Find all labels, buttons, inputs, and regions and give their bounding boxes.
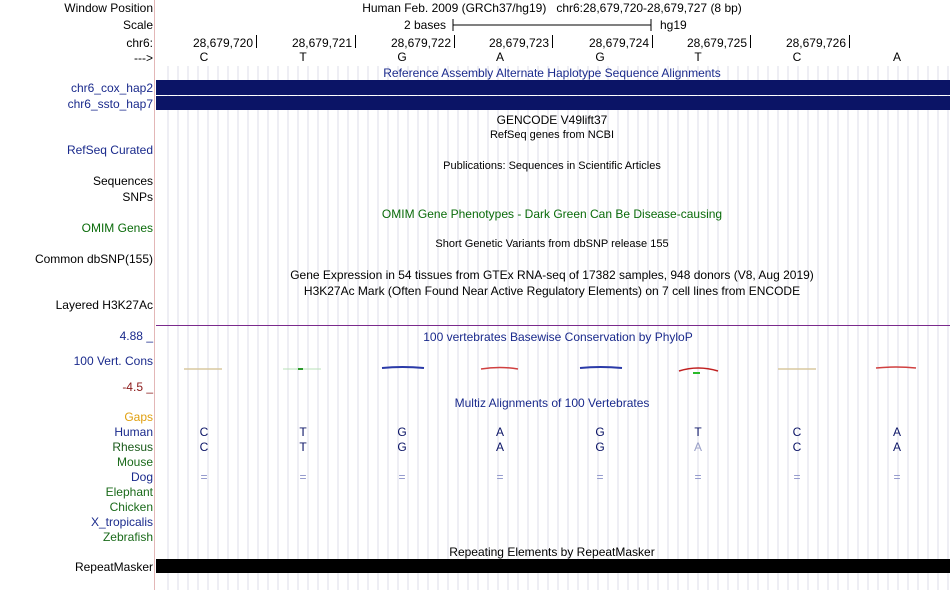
hap2-alignment-bar[interactable] [156, 80, 950, 95]
repeatmasker-title: Repeating Elements by RepeatMasker [449, 545, 655, 559]
species-base: C [199, 440, 209, 454]
species-base: T [299, 440, 307, 454]
scale-bases: 2 bases [404, 18, 447, 32]
species-base: G [595, 440, 605, 454]
species-base: = [496, 470, 504, 484]
alt-haplotype-title: Reference Assembly Alternate Haplotype Sequence Alignments [383, 66, 721, 80]
species-base: G [397, 440, 407, 454]
label-divider [154, 0, 155, 590]
phylop-title: 100 vertebrates Basewise Conservation by PhyloP [423, 330, 693, 344]
species-label[interactable]: Rhesus [112, 440, 153, 454]
reference-base: A [892, 50, 902, 64]
omim-label[interactable]: OMIM Genes [81, 221, 153, 235]
coordinate-label: 28,679,721 [291, 36, 352, 50]
scale-label: Scale [122, 18, 153, 32]
publications-title: Publications: Sequences in Scientific Articles [443, 160, 661, 172]
species-base: T [299, 425, 307, 439]
reference-base: C [199, 50, 209, 64]
coordinate-tick [256, 35, 257, 48]
reference-base: T [694, 50, 702, 64]
reference-base: G [595, 50, 605, 64]
coordinate-tick [849, 35, 850, 48]
coordinate-tick [552, 35, 553, 48]
omim-title: OMIM Gene Phenotypes - Dark Green Can Be Disease-causing [381, 207, 723, 221]
coordinate-label: 28,679,722 [390, 36, 451, 50]
phylop-graph[interactable] [0, 360, 950, 380]
species-base: C [792, 425, 802, 439]
multiz-title: Multiz Alignments of 100 Vertebrates [454, 396, 650, 410]
coordinate-label: 28,679,724 [588, 36, 649, 50]
species-base: A [693, 440, 703, 454]
species-base: = [793, 470, 801, 484]
species-label[interactable]: X_tropicalis [90, 515, 153, 529]
species-base: = [398, 470, 406, 484]
species-base: = [200, 470, 208, 484]
scale-db: hg19 [660, 18, 687, 32]
phylop-min-label: -4.5 _ [122, 380, 153, 394]
species-base: C [792, 440, 802, 454]
reference-base: A [495, 50, 505, 64]
coordinate-label: 28,679,720 [192, 36, 253, 50]
species-label[interactable]: Elephant [105, 485, 153, 499]
species-base: = [694, 470, 702, 484]
species-base: A [892, 425, 902, 439]
species-base: C [199, 425, 209, 439]
snps-label[interactable]: SNPs [122, 190, 153, 204]
species-label[interactable]: Mouse [116, 455, 153, 469]
window-position-value: Human Feb. 2009 (GRCh37/hg19) chr6:28,679,720-28,679,727 (8 bp) [362, 1, 742, 15]
hap7-label[interactable]: chr6_ssto_hap7 [67, 97, 153, 111]
coordinate-label: 28,679,723 [488, 36, 549, 50]
reference-base: T [299, 50, 307, 64]
species-base: G [595, 425, 605, 439]
chrom-label: chr6: [126, 36, 153, 50]
h3k27ac-label[interactable]: Layered H3K27Ac [55, 298, 153, 312]
species-base: A [892, 440, 902, 454]
phylop-max-label: 4.88 _ [119, 329, 153, 343]
gencode-title: GENCODE V49lift37 [496, 113, 608, 127]
phylop-label[interactable]: 100 Vert. Cons [73, 354, 153, 368]
strand-label: ---> [134, 51, 153, 65]
species-label[interactable]: Chicken [109, 500, 153, 514]
species-base: T [694, 425, 702, 439]
coordinate-tick [750, 35, 751, 48]
species-label[interactable]: Human [114, 425, 153, 439]
species-base: G [397, 425, 407, 439]
species-base: = [596, 470, 604, 484]
dbsnp-label[interactable]: Common dbSNP(155) [34, 252, 153, 266]
repeatmasker-label[interactable]: RepeatMasker [74, 560, 153, 574]
reference-base: G [397, 50, 407, 64]
refseq-label[interactable]: RefSeq Curated [66, 143, 153, 157]
scale-bar [452, 17, 654, 33]
sequences-label[interactable]: Sequences [92, 174, 153, 188]
window-position-label: Window Position [64, 1, 153, 15]
h3k27ac-title: H3K27Ac Mark (Often Found Near Active Regulatory Elements) on 7 cell lines from ENCODE [303, 284, 801, 298]
species-label[interactable]: Dog [130, 470, 153, 484]
coordinate-tick [652, 35, 653, 48]
dbsnp-title: Short Genetic Variants from dbSNP release 155 [435, 238, 669, 250]
coordinate-tick [454, 35, 455, 48]
species-label[interactable]: Zebrafish [102, 530, 153, 544]
species-base: A [495, 425, 505, 439]
gaps-label[interactable]: Gaps [124, 410, 153, 424]
species-base: A [495, 440, 505, 454]
coordinate-label: 28,679,726 [785, 36, 846, 50]
gtex-title: Gene Expression in 54 tissues from GTEx RNA-seq of 17382 samples, 948 donors (V8, Aug 2019) [290, 268, 814, 282]
coordinate-tick [355, 35, 356, 48]
reference-base: C [792, 50, 802, 64]
refseq-title: RefSeq genes from NCBI [489, 129, 615, 141]
coordinate-label: 28,679,725 [686, 36, 747, 50]
repeatmasker-bar[interactable] [156, 559, 950, 573]
hap7-alignment-bar[interactable] [156, 96, 950, 110]
species-base: = [893, 470, 901, 484]
conservation-border [156, 325, 950, 326]
hap2-label[interactable]: chr6_cox_hap2 [70, 81, 153, 95]
species-base: = [299, 470, 307, 484]
